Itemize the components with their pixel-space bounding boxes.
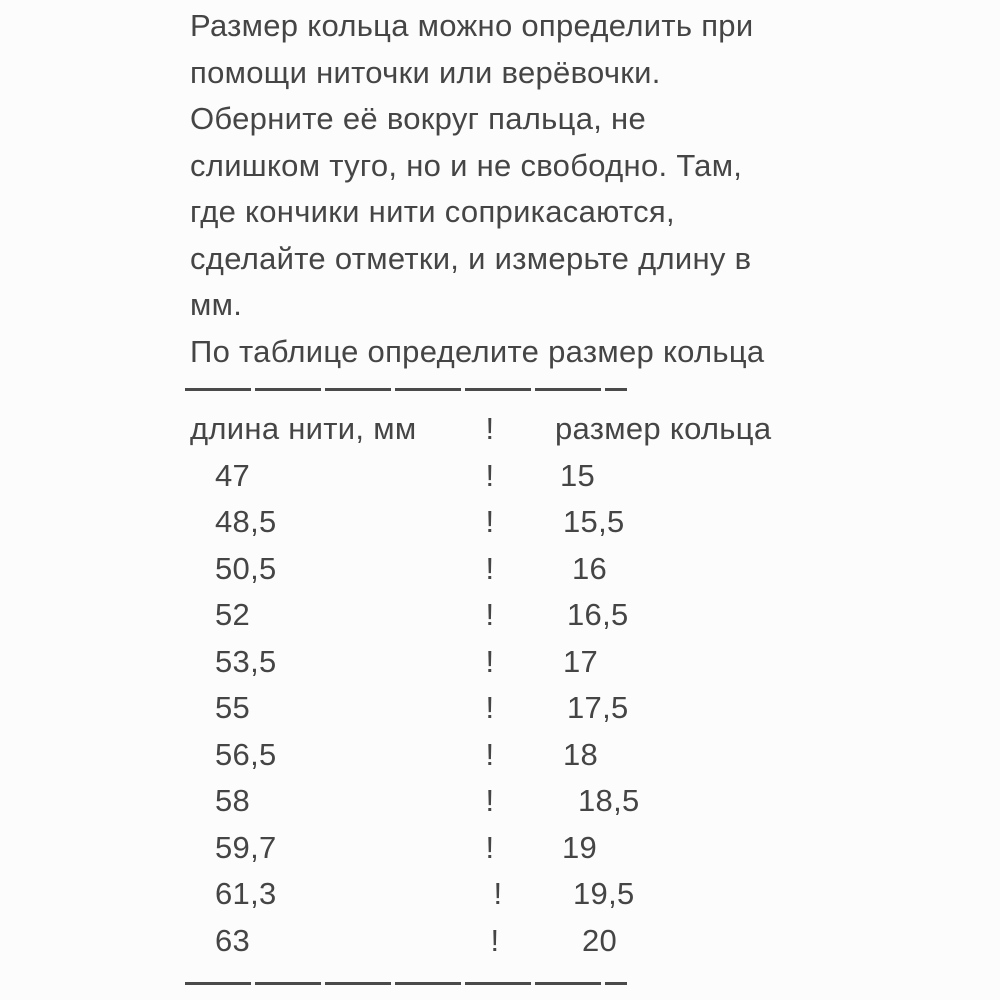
column-separator: !: [485, 690, 495, 725]
thread-length-value: 56,5: [215, 736, 277, 772]
column-separator: !: [485, 643, 495, 679]
column-separator: !: [485, 411, 495, 446]
ring-size-table: [190, 406, 840, 964]
ring-size-value: 15,5: [563, 504, 625, 539]
ring-size-value: 15: [560, 457, 596, 493]
ring-size-value: 20: [582, 922, 618, 958]
intro-line: Оберните её вокруг пальца, не: [190, 101, 647, 136]
table-row: [190, 639, 840, 686]
divider-top: [185, 388, 627, 391]
divider-bottom: [185, 982, 627, 985]
intro-line: мм.: [190, 287, 243, 322]
intro-text: [190, 3, 840, 375]
intro-line: где кончики нити соприкасаются,: [190, 194, 675, 229]
intro-line: Размер кольца можно определить при: [190, 8, 754, 43]
table-row: [190, 871, 840, 918]
ring-size-value: 18,5: [578, 783, 640, 818]
column-separator: !: [485, 783, 495, 818]
column-separator: !: [485, 736, 495, 772]
thread-length-value: 58: [215, 783, 251, 818]
table-row: [190, 778, 840, 825]
table-header-row: [190, 406, 840, 453]
table-row: [190, 918, 840, 965]
table-row: [190, 685, 840, 732]
column-separator: !: [493, 876, 503, 911]
ring-size-value: 16: [572, 550, 608, 586]
thread-length-value: 63: [215, 922, 251, 958]
column-separator: !: [485, 550, 495, 586]
ring-size-value: 18: [563, 736, 599, 772]
column-separator: !: [485, 504, 495, 539]
ring-size-value: 19: [562, 829, 598, 865]
table-row: [190, 499, 840, 546]
column-separator: !: [490, 922, 500, 958]
size-column-header: размер кольца: [555, 411, 772, 446]
thread-length-value: 52: [215, 597, 251, 632]
ring-size-value: 17: [563, 643, 599, 679]
column-separator: !: [485, 829, 495, 865]
column-separator: !: [485, 597, 495, 632]
ring-size-value: 19,5: [573, 876, 635, 911]
thread-length-value: 53,5: [215, 643, 277, 679]
table-row: [190, 732, 840, 779]
ring-size-value: 16,5: [567, 597, 629, 632]
thread-length-value: 50,5: [215, 550, 277, 586]
table-row: [190, 825, 840, 872]
table-row: [190, 546, 840, 593]
intro-line: По таблице определите размер кольца: [190, 333, 765, 369]
table-row: [190, 592, 840, 639]
table-row: [190, 453, 840, 500]
intro-line: помощи ниточки или верёвочки.: [190, 54, 661, 90]
thread-length-value: 48,5: [215, 504, 277, 539]
thread-length-value: 61,3: [215, 876, 277, 911]
intro-line: слишком туго, но и не свободно. Там,: [190, 147, 743, 183]
ring-size-value: 17,5: [567, 690, 629, 725]
column-separator: !: [485, 457, 495, 493]
thread-length-value: 59,7: [215, 829, 277, 865]
length-column-header: длина нити, мм: [190, 411, 417, 446]
thread-length-value: 47: [215, 457, 251, 493]
intro-line: сделайте отметки, и измерьте длину в: [190, 240, 752, 276]
thread-length-value: 55: [215, 690, 251, 725]
